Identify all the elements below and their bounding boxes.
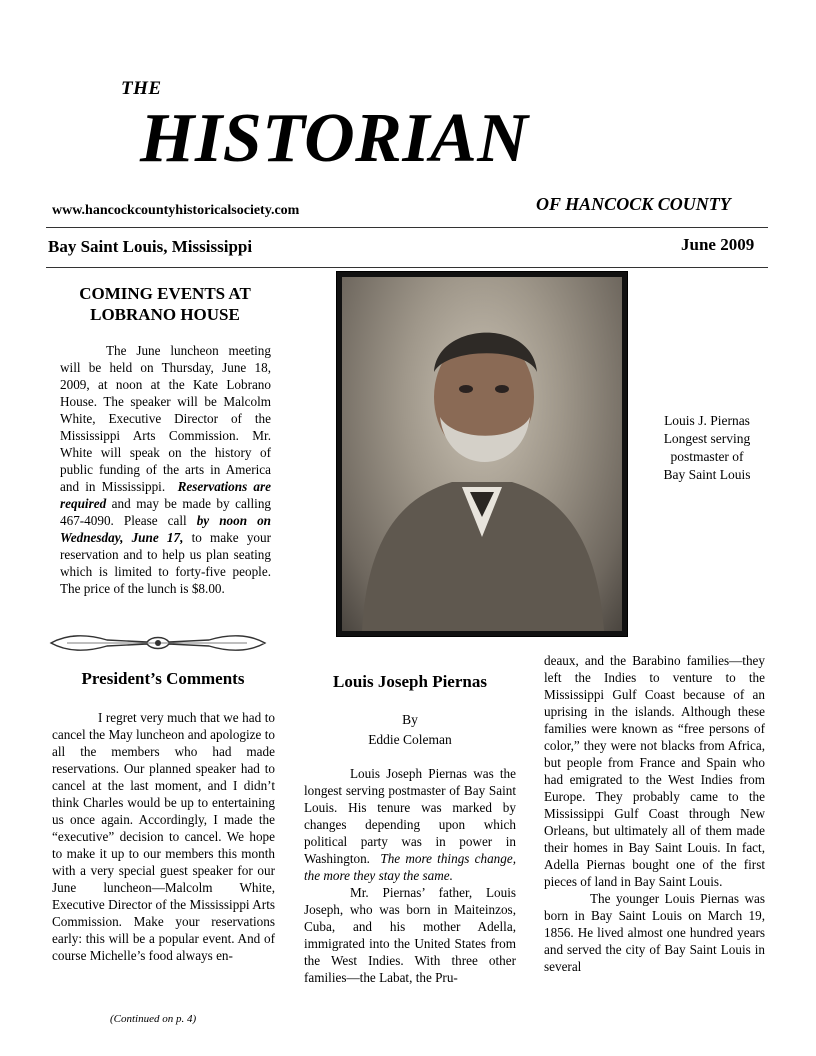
events-text-1: The June luncheon meeting will be held on Thursday, June 18, 2009, at noon at the Kate Lobrano House. The speaker will be Malcolm White, Executive Director of the Mississippi Arts Commission. Mr. White will speak on the history of public funding of the arts in America and in Mississippi. [60,343,271,494]
issue-date: June 2009 [681,235,755,254]
president-heading: President’s Comments [81,669,245,688]
portrait-figure [342,277,622,631]
events-text-2: and may be made by calling 467-4090. Please call [60,496,272,528]
events-text-3: to make your reservation and to help us plan seating which is limited to forty-five people. The price of the lunch is $8.00. [60,530,271,596]
president-text: I regret very much that we had to cancel the May luncheon and apologize to all the members who had made reservations. Our planned speaker had to cancel at the last moment, and I didn’t think Charles would be up to entertaining us once again. Accordingly, I made the “executive” decision to cancel. We hope to make it up to our members this month with a very special guest speaker for our June luncheon—Malcolm White, Executive Director of the Mississippi Arts Commission. Make your reservations early: this will be a popular event. And of course Michelle’s food always en- [52,710,275,963]
article-byline [300,710,520,750]
caption-line1: Louis J. Piernas [664,413,750,428]
photo-caption [646,412,768,484]
events-heading-line2: LOBRANO HOUSE [90,305,240,324]
events-reservations-required: Reservations are required [60,479,271,511]
events-body [60,342,271,597]
continued-note: (Continued on p. 4) [110,1013,197,1025]
article-body-col1 [304,765,516,986]
article-p2: Mr. Piernas’ father, Louis Joseph, who was born in Maiteinzos, Cuba, and his mother Adella, immigrated into the United States from the West Indies. With three other families—the Labat, the Pru- [304,885,516,985]
portrait-photo [336,271,628,637]
masthead-subtitle: OF HANCOCK COUNTY [536,194,731,214]
article-col3-p2: The younger Louis Piernas was born in Bay Saint Louis on March 19, 1856. He lived almost one hundred years and served the city of Bay Saint Louis in several [544,891,765,974]
location-line: Bay Saint Louis, Mississippi [48,237,253,256]
header-rule-top [46,227,768,228]
byline-by: By [402,712,418,727]
caption-line3: postmaster of [670,449,744,464]
article-heading: Louis Joseph Piernas [333,672,487,691]
article-col3-p1: deaux, and the Barabino families—they left the Indies to venture to the Mississippi Gulf Coast because of an uprising in the islands. Although these families were known as “free persons of color,” they were not blacks from Africa, but people from France and Spain who had emigrated to the West Indies from Europe. They probably came to the Mississippi Gulf Coast through New Orleans, but ultimately all of them made their homes in Bay Saint Louis. In fact, Adella Piernas bought one of the first pieces of land in Bay Saint Louis. [544,653,765,889]
president-body [52,709,275,964]
masthead-title: HISTORIAN [140,100,529,177]
article-p1-italic: The more things change, the more they stay the same. [304,851,516,883]
website-url[interactable]: www.hancockcountyhistoricalsociety.com [52,203,300,218]
header-rule-bottom [46,267,768,268]
events-deadline: by noon on Wednesday, June 17, [60,513,272,545]
byline-author: Eddie Coleman [368,732,452,747]
ornament-divider [47,632,269,654]
events-heading [50,283,280,325]
caption-line2: Longest serving [663,431,751,446]
events-heading-line1: COMING EVENTS AT [79,284,251,303]
caption-line4: Bay Saint Louis [663,467,751,482]
article-p1: Louis Joseph Piernas was the longest serving postmaster of Bay Saint Louis. His tenure was marked by changes depending upon which political party was in power in Washington. [304,766,516,866]
article-body-col2 [544,652,765,975]
masthead-the: THE [121,78,162,99]
